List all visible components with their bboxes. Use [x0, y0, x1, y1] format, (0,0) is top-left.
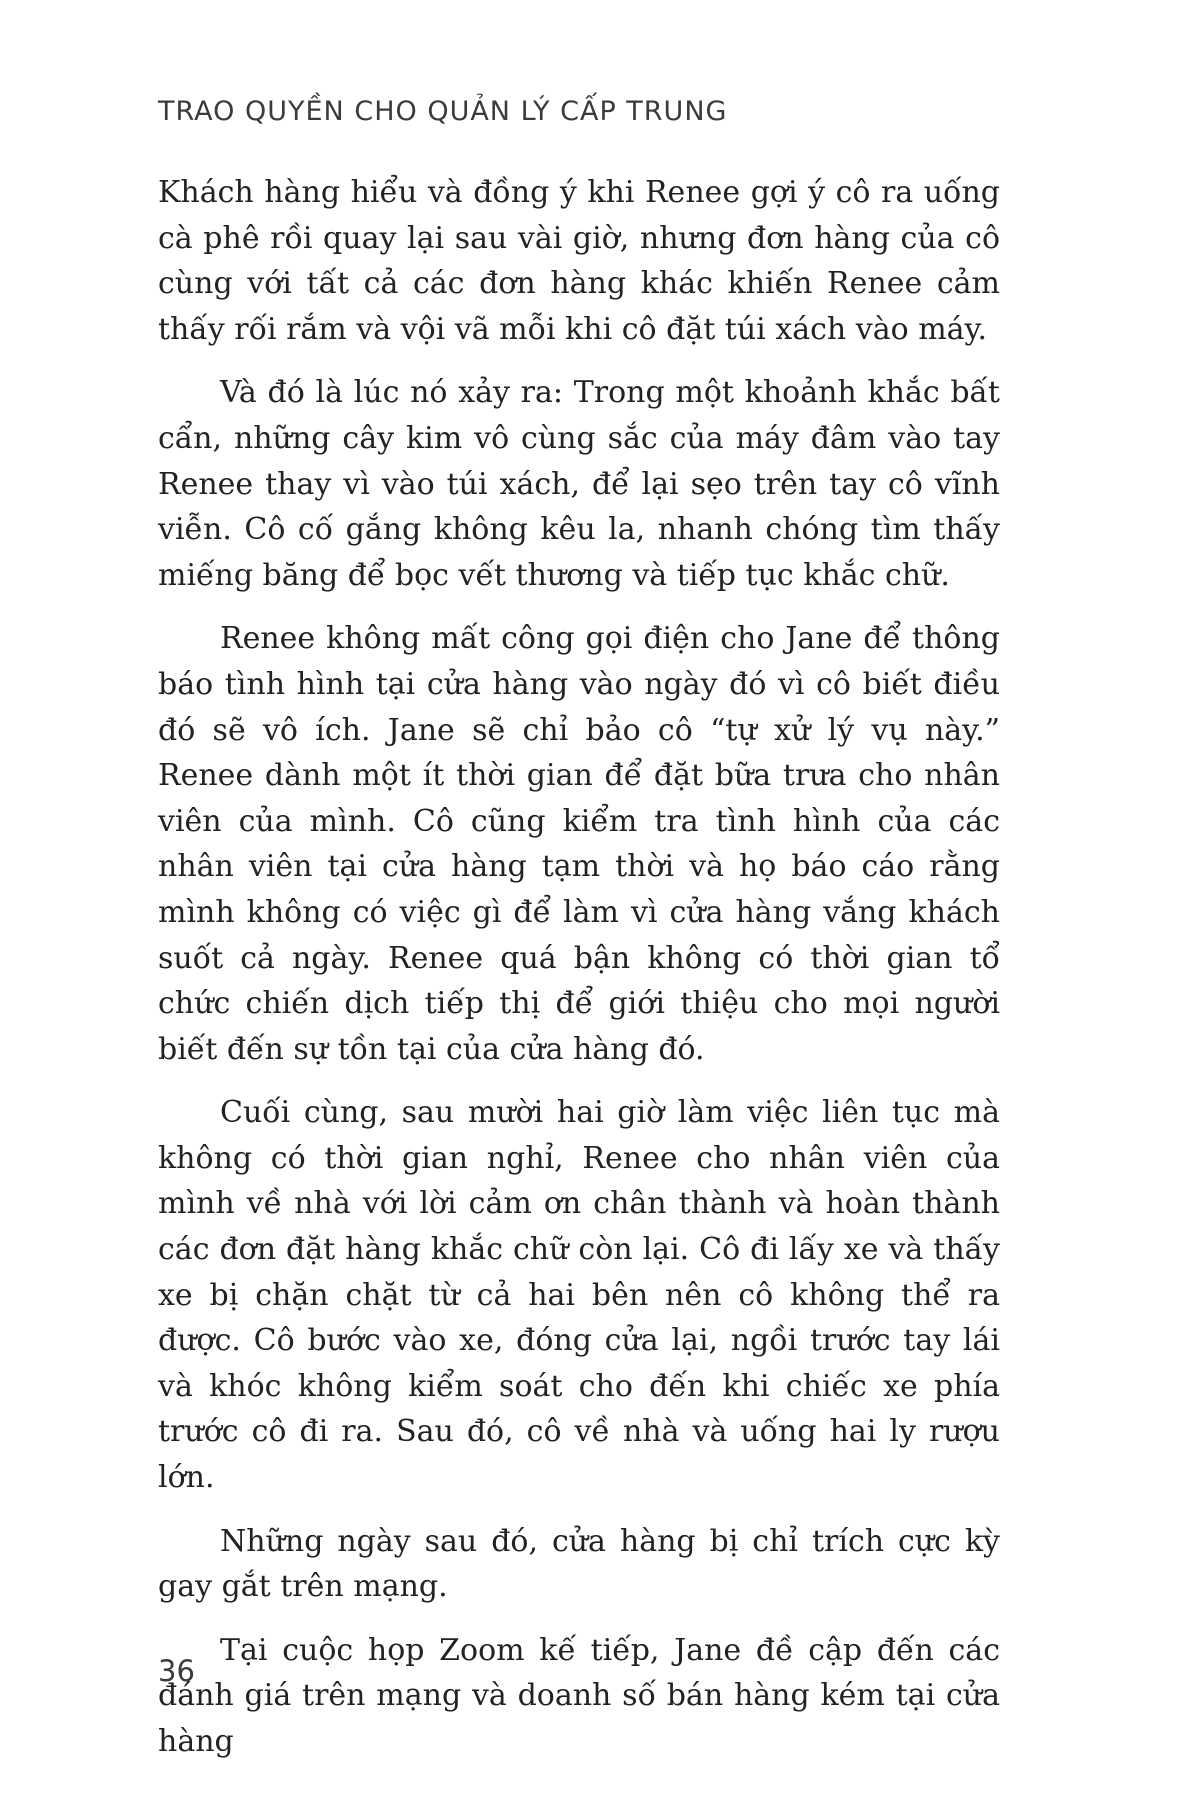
- running-header: TRAO QUYỀN CHO QUẢN LÝ CẤP TRUNG: [158, 96, 728, 127]
- paragraph: Những ngày sau đó, cửa hàng bị chỉ trích cực kỳ gay gắt trên mạng.: [158, 1523, 1000, 1605]
- paragraph: Cuối cùng, sau mười hai giờ làm việc liên tục mà không có thời gian nghỉ, Renee cho nhân viên của mình về nhà với lời cảm ơn chân thành và hoàn thành các đơn đặt hàng khắc chữ còn lại. Cô đi lấy xe và thấy xe bị chặn chặt từ cả hai bên nên cô không thể ra được. Cô bước vào xe, đóng cửa lại, ngồi trước tay lái và khóc không kiểm soát cho đến khi chiếc xe phía trước cô đi ra. Sau đó, cô về nhà và uống hai ly rượu lớn.: [158, 1095, 1000, 1496]
- paragraph: Tại cuộc họp Zoom kế tiếp, Jane đề cập đến các đánh giá trên mạng và doanh số bán hàng kém tại cửa hàng: [158, 1632, 1000, 1759]
- page-number: 36: [158, 1654, 195, 1688]
- paragraph: Khách hàng hiểu và đồng ý khi Renee gợi ý cô ra uống cà phê rồi quay lại sau vài giờ, nhưng đơn hàng của cô cùng với tất cả các đơn hàng khác khiến Renee cảm thấy rối rắm và vội vã mỗi khi cô đặt túi xách vào máy.: [158, 175, 1000, 347]
- paragraph: Renee không mất công gọi điện cho Jane để thông báo tình hình tại cửa hàng vào ngày đó vì cô biết điều đó sẽ vô ích. Jane sẽ chỉ bảo cô “tự xử lý vụ này.” Renee dành một ít thời gian để đặt bữa trưa cho nhân viên của mình. Cô cũng kiểm tra tình hình của các nhân viên tại cửa hàng tạm thời và họ báo cáo rằng mình không có việc gì để làm vì cửa hàng vắng khách suốt cả ngày. Renee quá bận không có thời gian tổ chức chiến dịch tiếp thị để giới thiệu cho mọi người biết đến sự tồn tại của cửa hàng đó.: [158, 621, 1000, 1067]
- body-text: [158, 170, 1000, 1783]
- paragraph: Và đó là lúc nó xảy ra: Trong một khoảnh khắc bất cẩn, những cây kim vô cùng sắc của máy đâm vào tay Renee thay vì vào túi xách, để lại sẹo trên tay cô vĩnh viễn. Cô cố gắng không kêu la, nhanh chóng tìm thấy miếng băng để bọc vết thương và tiếp tục khắc chữ.: [158, 375, 1000, 593]
